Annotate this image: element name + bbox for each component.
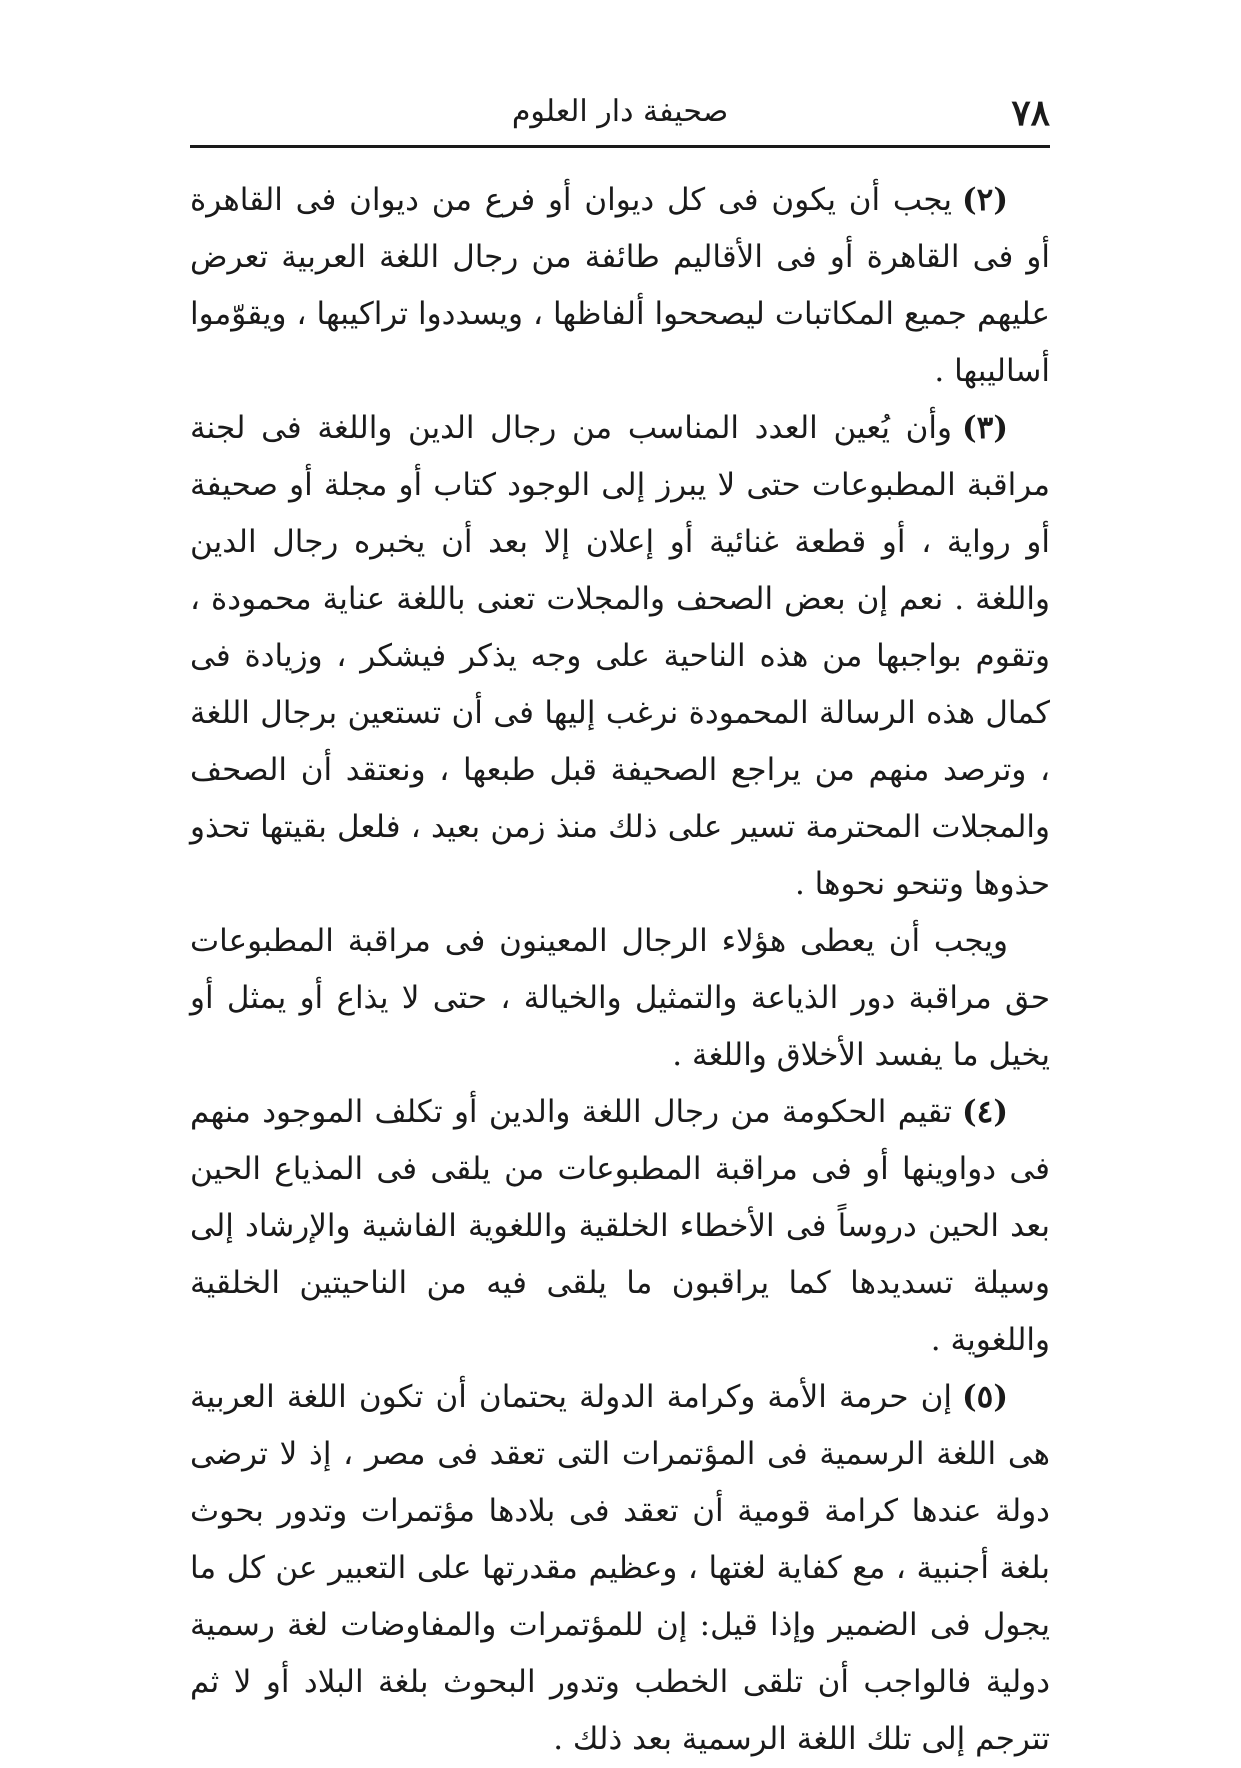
header-rule [190, 145, 1050, 148]
page-number: ٧٨ [1011, 92, 1050, 134]
paragraph-text: وأن يُعين العدد المناسب من رجال الدين واللغة فى لجنة مراقبة المطبوعات حتى لا يبرز إلى الوجود كتاب أو مجلة أو صحيفة أو رواية ، أو قطعة غنائية أو إعلان إلا بعد أن يخبره رجال الدين واللغة . نعم إن بعض الصحف والمجلات تعنى باللغة عناية محمودة ، وتقوم بواجبها من هذه الناحية على وجه يذكر فيشكر ، وزيادة فى كمال هذه الرسالة المحمودة نرغب إليها فى أن تستعين برجال اللغة ، وترصد منهم من يراجع الصحيفة قبل طبعها ، ونعتقد أن الصحف والمجلات المحترمة تسير على ذلك منذ زمن بعيد ، فلعل بقيتها تحذو حذوها وتنحو نحوها . [190, 410, 1050, 902]
running-head [190, 88, 1050, 138]
paragraph-number: (٥) [962, 1379, 1008, 1415]
paragraph-text: ويجب أن يعطى هؤلاء الرجال المعينون فى مراقبة المطبوعات حق مراقبة دور الذياعة والتمثيل والخيالة ، حتى لا يذاع أو يمثل أو يخيل ما يفسد الأخلاق واللغة . [190, 923, 1050, 1073]
paragraph-4 [190, 1084, 1050, 1369]
paragraph-number: (٤) [962, 1094, 1008, 1130]
paragraph-3 [190, 400, 1050, 913]
paragraph-5 [190, 1369, 1050, 1768]
journal-title: صحيفة دار العلوم [511, 94, 729, 129]
body-text [190, 172, 1050, 1768]
paragraph-text: إن حرمة الأمة وكرامة الدولة يحتمان أن تكون اللغة العربية هى اللغة الرسمية فى المؤتمرات التى تعقد فى مصر ، إذ لا ترضى دولة عندها كرامة قومية أن تعقد فى بلادها مؤتمرات وتدور بحوث بلغة أجنبية ، مع كفاية لغتها ، وعظيم مقدرتها على التعبير عن كل ما يجول فى الضمير وإذا قيل: إن للمؤتمرات والمفاوضات لغة رسمية دولية فالواجب أن تلقى الخطب وتدور البحوث بلغة البلاد أو لا ثم تترجم إلى تلك اللغة الرسمية بعد ذلك . [190, 1379, 1050, 1757]
paragraph-number: (٣) [962, 410, 1008, 446]
paragraph-text: تقيم الحكومة من رجال اللغة والدين أو تكلف الموجود منهم فى دواوينها أو فى مراقبة المطبوعات من يلقى فى المذياع الحين بعد الحين دروساً فى الأخطاء الخلقية واللغوية الفاشية والإرشاد إلى وسيلة تسديدها كما يراقبون ما يلقى فيه من الناحيتين الخلقية واللغوية . [190, 1094, 1050, 1358]
paragraph-2 [190, 172, 1050, 400]
paragraph-3-continued [190, 913, 1050, 1084]
paragraph-text: يجب أن يكون فى كل ديوان أو فرع من ديوان فى القاهرة أو فى القاهرة أو فى الأقاليم طائفة من رجال اللغة العربية تعرض عليهم جميع المكاتبات ليصححوا ألفاظها ، ويسددوا تراكيبها ، ويقوّموا أساليبها . [190, 182, 1050, 389]
paragraph-number: (٢) [962, 182, 1008, 218]
